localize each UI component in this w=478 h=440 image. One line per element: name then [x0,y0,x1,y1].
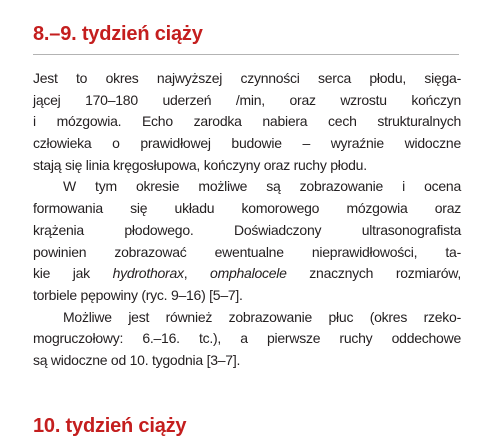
paragraph-1-line-1 [33,68,461,90]
paragraph-1-line-5 [33,155,461,177]
heading-divider [33,54,459,55]
text-run: krążenia płodowego. Doświadczony ultrasonografista [33,221,461,238]
paragraph-2-line-3 [33,220,461,242]
text-run: torbiele pępowiny (ryc. 9–16) [5–7]. [33,286,243,303]
text-run: mogruczołowy: 6.–16. tc.), a pierwsze ruchy oddechowe [33,330,461,347]
paragraph-2-line-1 [33,176,461,198]
text-run: formowania się układu komorowego mózgowia oraz [33,200,461,217]
paragraph-3-line-3 [33,350,461,372]
paragraph-2-line-4 [33,242,461,264]
text-run: są widoczne od 10. tygodnia [3–7]. [33,351,241,368]
paragraph-1-line-3 [33,111,461,133]
paragraph-2-line-6 [33,285,461,307]
text-run: Jest to okres najwyższej czynności serca płodu, sięga- [33,70,461,86]
text-run: stają się linia kręgosłupowa, kończyny oraz ruchy płodu. [33,156,367,173]
section-heading-week-10: 10. tydzień ciąży [33,415,187,437]
paragraph-1-line-2 [33,90,461,112]
paragraph-3-line-1 [33,307,461,329]
paragraph-2-line-5 [33,263,461,285]
text-run: kie jak [33,265,113,282]
text-run: i mózgowia. Echo zarodka nabiera cech strukturalnych [33,113,461,130]
text-run: jącej 170–180 uderzeń /min, oraz wzrostu kończyn [33,91,461,108]
section-body-text [33,68,461,372]
section-heading-weeks-8-9: 8.–9. tydzień ciąży [33,23,203,45]
italic-term: omphalocele [210,265,287,282]
paragraph-1-line-4 [33,133,461,155]
text-run: Możliwe jest również zobrazowanie płuc (okres rzeko- [63,308,461,325]
text-run: , [183,265,211,282]
paragraph-2-line-2 [33,198,461,220]
paragraph-3-line-2 [33,328,461,350]
text-run: człowieka o prawidłowej budowie – wyraźnie widoczne [33,135,461,152]
italic-term: hydrothorax [112,265,184,282]
text-run: znacznych rozmiarów, [286,265,462,282]
text-run: powinien zobrazować ewentualne nieprawidłowości, ta- [33,243,461,260]
text-run: W tym okresie możliwe są zobrazowanie i ocena [63,178,461,195]
